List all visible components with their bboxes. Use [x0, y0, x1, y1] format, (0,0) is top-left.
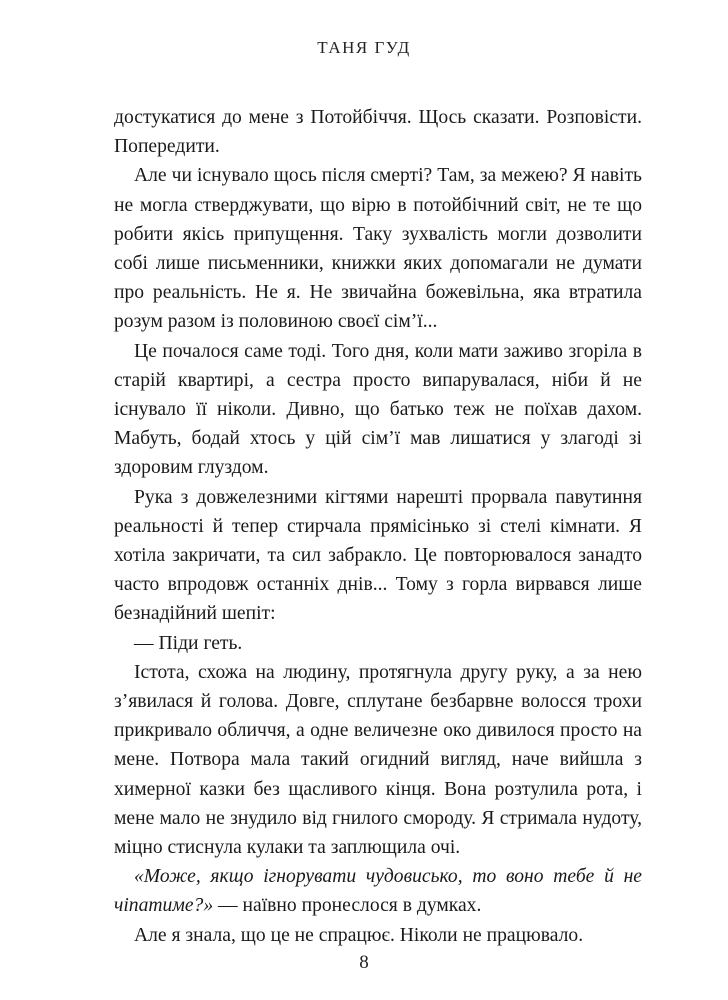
thought-attribution: — наївно пронеслося в думках.	[213, 895, 482, 917]
italic-thought: «Може, якщо ігнорувати чудовисько, то воно тебе й не чіпатиме?»	[114, 866, 642, 917]
body-text	[114, 103, 642, 950]
page-number: 8	[359, 952, 369, 973]
dialogue-line: — Піди геть.	[134, 632, 243, 654]
paragraph: Але я знала, що це не спрацює. Ніколи не працювало.	[134, 924, 584, 946]
paragraph: Істота, схожа на людину, протягнула другу руку, а за нею з’явилася й голова. Довге, сплутане безбарвне волосся трохи прикривало обличчя, а одне величезне око дивилося просто на мене. Потвора мала такий огидний вигляд, наче вийшла з химерної казки без щасливого кінця. Вона розтулила рота, і мене мало не знудило від гнилого смороду. Я стримала нудоту, міцно стиснула кулаки та заплющила очі.	[114, 661, 642, 859]
paragraph: Це почалося саме тоді. Того дня, коли мати заживо згоріла в старій квартирі, а сестра просто випарувалася, ніби й не існувало її ніколи. Дивно, що батько теж не поїхав дахом. Мабуть, бодай хтось у цій сім’ї мав лишатися у злагоді зі здоровим глуздом.	[114, 340, 642, 479]
paragraph: Рука з довжелезними кігтями нарешті прорвала павутиння реальності й тепер стирчала прямісінько зі стелі кімнати. Я хотіла закричати, та сил забракло. Це повторювалося занадто часто впродовж останніх днів... Тому з горла вирвався лише безнадійний шепіт:	[114, 486, 642, 625]
paragraph: Але чи існувало щось після смерті? Там, за межею? Я навіть не могла стверджувати, що вірю в потойбічний світ, не те що робити якісь припущення. Таку зухвалість могли дозволити собі лише письменники, книжки яких допомагали не думати про реальність. Не я. Не звичайна божевільна, яка втратила розум разом із половиною своєї сім’ї...	[114, 165, 642, 333]
paragraph-continuation: достукатися до мене з Потойбіччя. Щось сказати. Розповісти. Попередити.	[114, 107, 642, 158]
italic-thought-paragraph	[114, 862, 642, 920]
running-head: ТАНЯ ГУД	[317, 38, 411, 57]
